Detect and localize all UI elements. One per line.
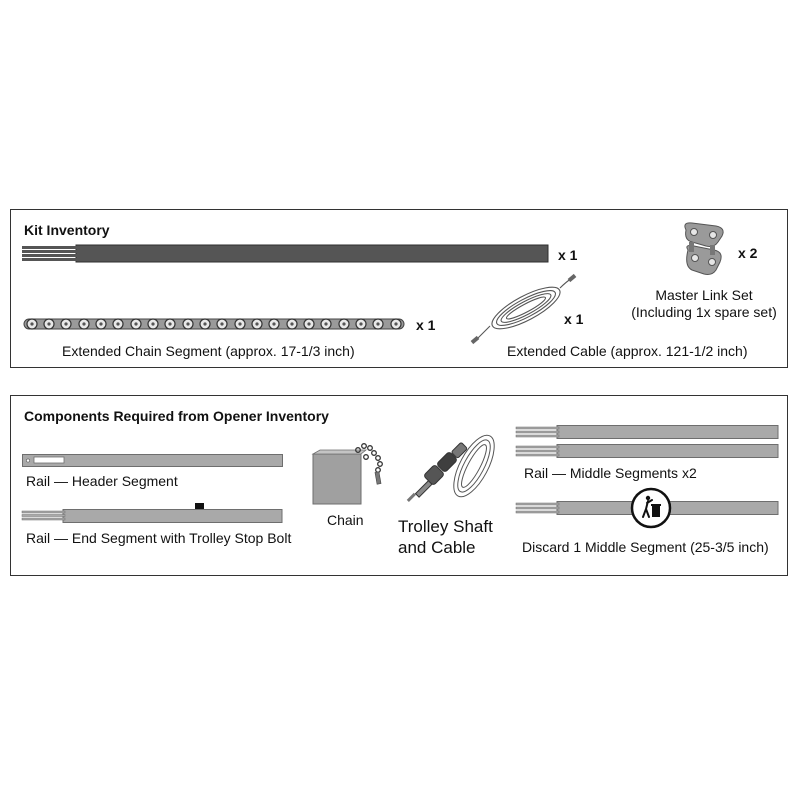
end-segment-label: Rail — End Segment with Trolley Stop Bolt: [26, 530, 292, 546]
discard-label: Discard 1 Middle Segment (25-3/5 inch): [522, 539, 769, 555]
master-link-label-line1: Master Link Set: [655, 287, 753, 303]
extension-rail-icon: [22, 244, 550, 264]
master-link-icon: [680, 220, 730, 278]
master-link-label-line2: (Including 1x spare set): [631, 304, 777, 320]
trolley-stop-bolt-icon: [195, 503, 204, 509]
middle-segments-label: Rail — Middle Segments x2: [524, 465, 697, 481]
chain-icon: [22, 315, 407, 333]
trash-discard-icon: [630, 487, 672, 529]
end-segment-rail-icon: [22, 502, 284, 524]
chain-qty: x 1: [416, 317, 436, 333]
middle-segment-rail-1-icon: [516, 424, 780, 440]
chain-box-label: Chain: [327, 512, 364, 528]
trolley-shaft-icon: [404, 430, 500, 506]
chain-box-icon: [310, 442, 390, 508]
header-segment-rail-icon: [22, 454, 284, 468]
cable-coil-icon: [468, 274, 578, 346]
trolley-label-line2: and Cable: [398, 538, 476, 557]
header-segment-label: Rail — Header Segment: [26, 473, 178, 489]
trolley-label-line1: Trolley Shaft: [398, 517, 493, 536]
cable-qty: x 1: [564, 311, 584, 327]
cable-label: Extended Cable (approx. 121-1/2 inch): [507, 343, 748, 359]
opener-inventory-heading: Components Required from Opener Inventory: [24, 408, 329, 424]
middle-segment-rail-2-icon: [516, 443, 780, 459]
kit-inventory-heading: Kit Inventory: [24, 222, 110, 238]
master-link-qty: x 2: [738, 245, 758, 261]
trolley-label: [398, 516, 518, 558]
chain-label: Extended Chain Segment (approx. 17-1/3 inch): [62, 343, 355, 359]
extension-rail-qty: x 1: [558, 247, 578, 263]
